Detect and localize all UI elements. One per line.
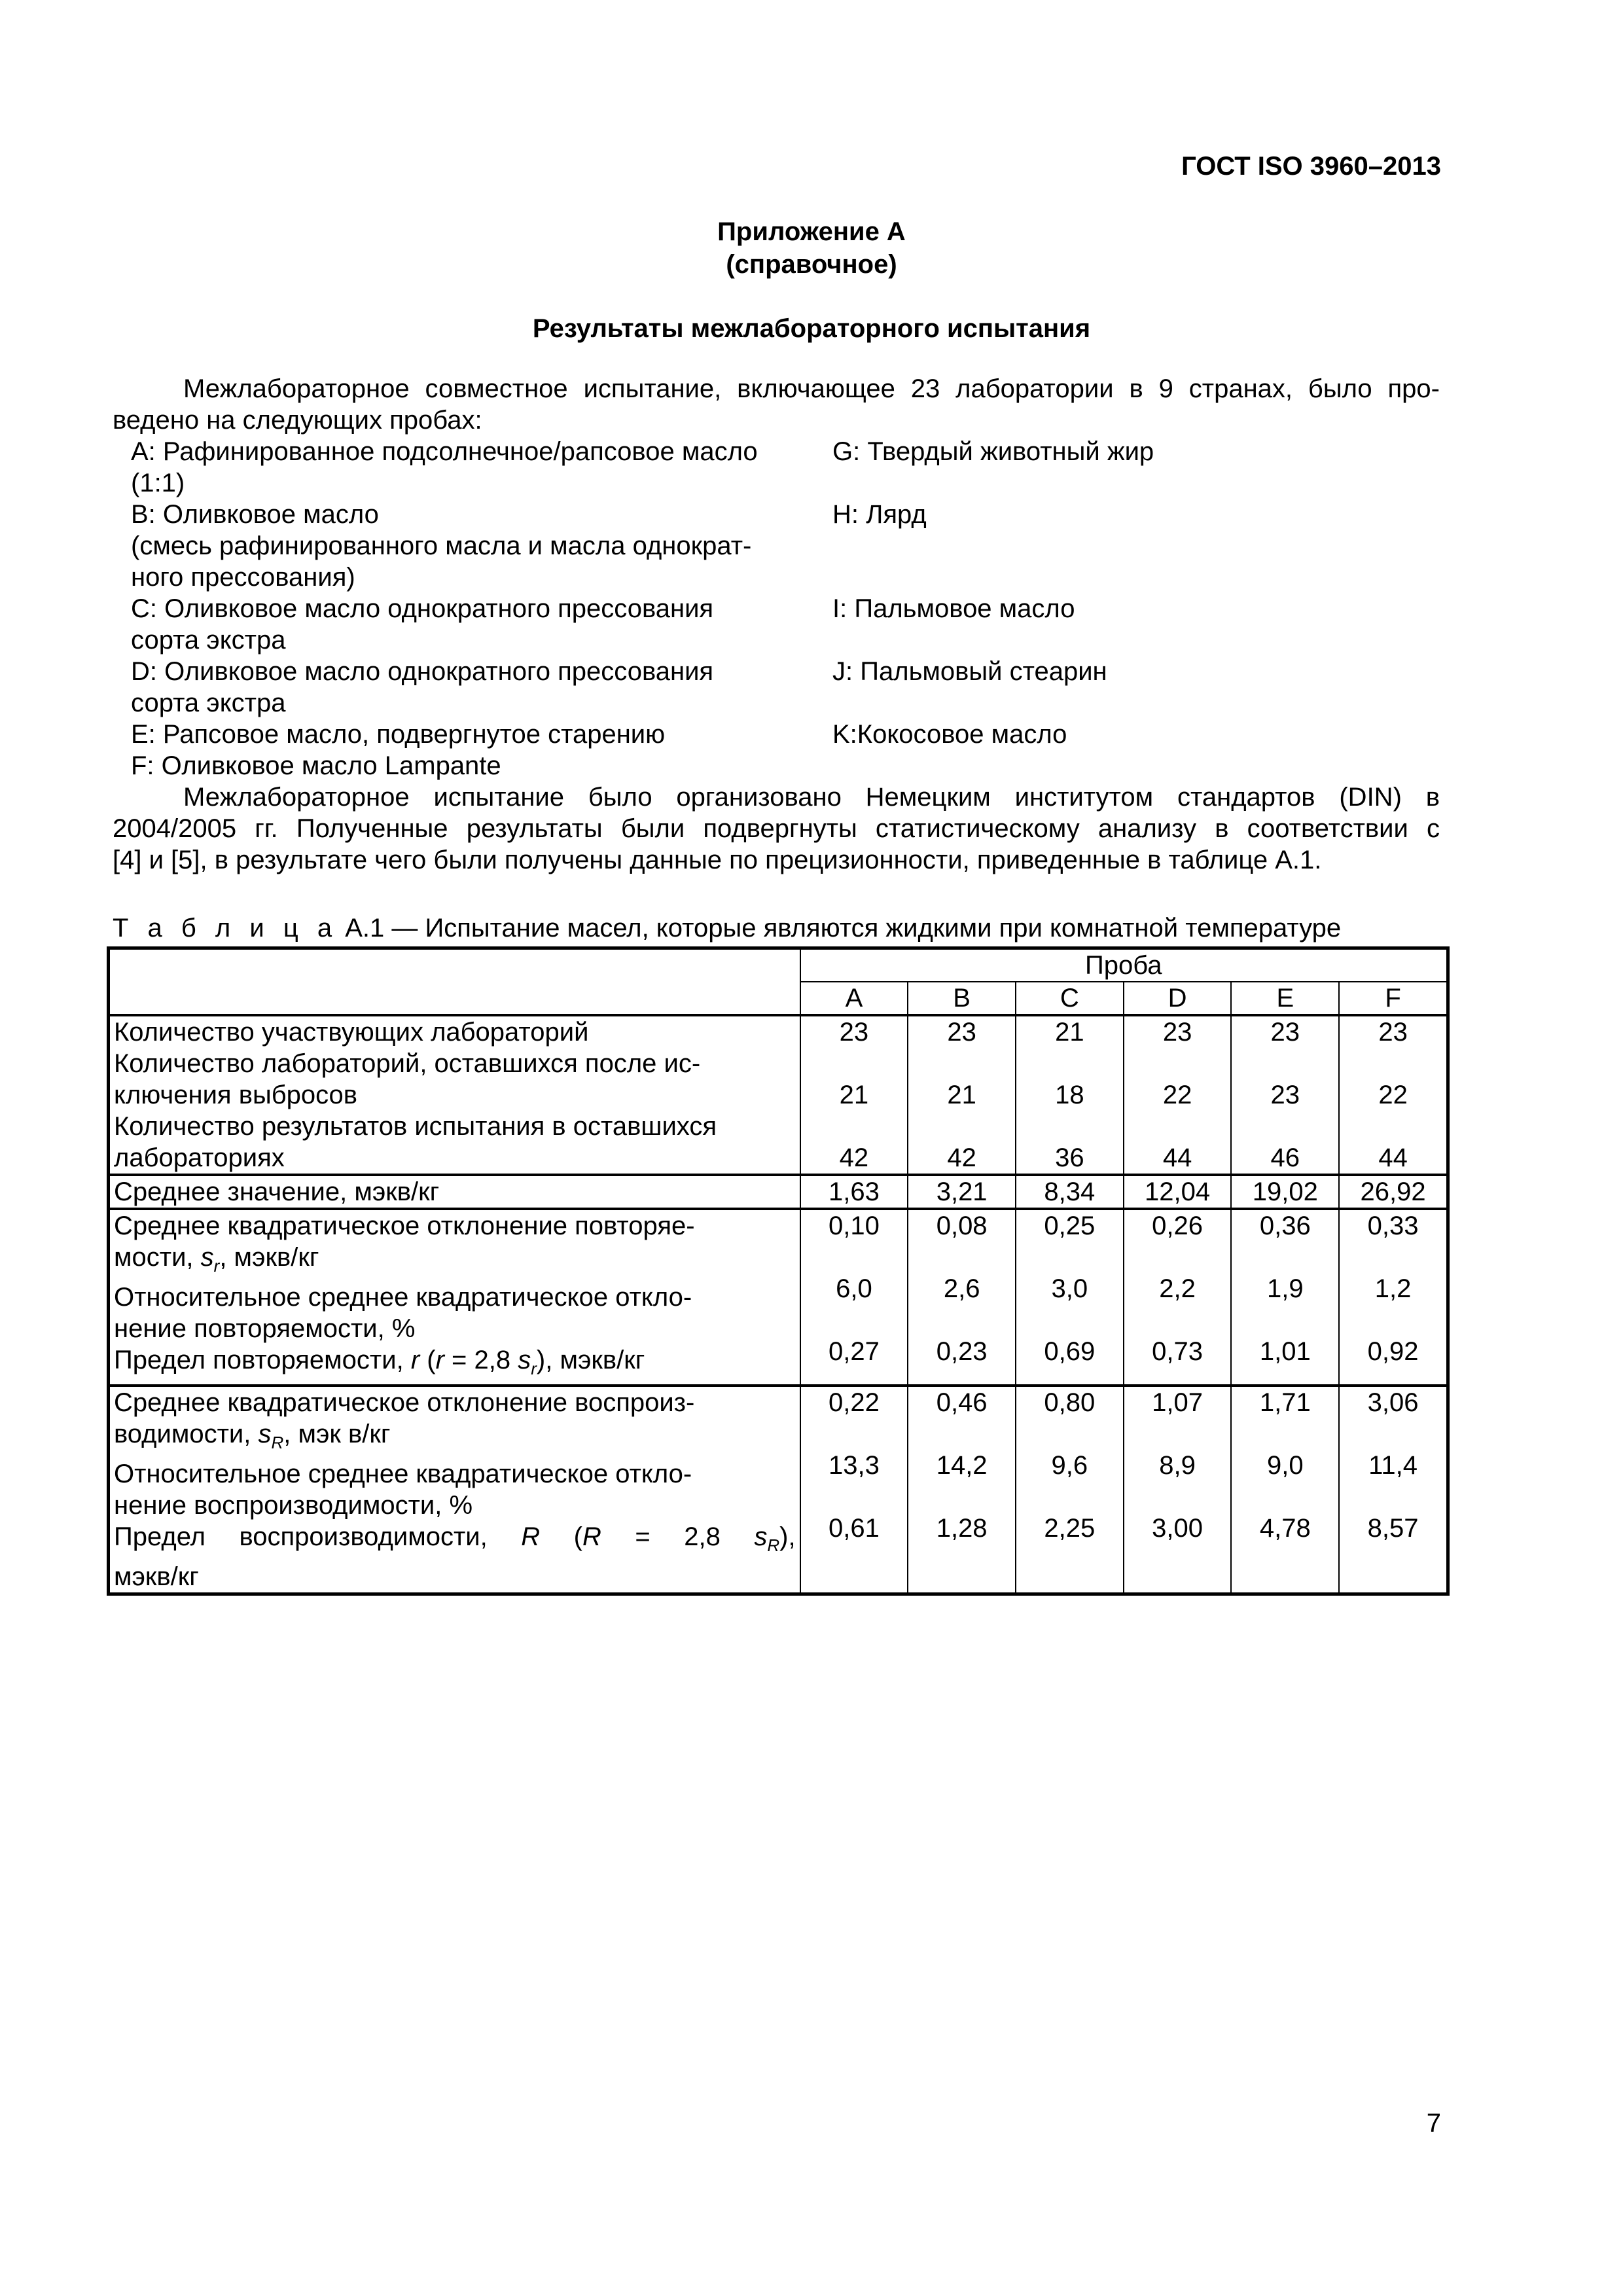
row-label-labs-after-2: ключения выбросов	[114, 1081, 358, 1109]
reproducibility-c	[1016, 1386, 1124, 1594]
row-label-rsd-R-2: нение воспроизводимости, %	[114, 1491, 473, 1520]
cell-value: 23	[1162, 1018, 1192, 1047]
label-text: ),	[779, 1522, 796, 1551]
cell-value: 23	[1378, 1018, 1408, 1047]
cell-value: 23	[947, 1018, 976, 1047]
row-label-rsd-R-1: Относительное среднее квадратическое откло-	[114, 1460, 692, 1488]
cell-value: 42	[839, 1143, 869, 1172]
cell-value: 22	[1378, 1081, 1408, 1109]
cell-value: 46	[1270, 1143, 1300, 1172]
table-caption-text: А.1 — Испытание масел, которые являются жидкими при комнатной температуре	[345, 914, 1342, 942]
appendix-subtitle: (справочное)	[726, 250, 897, 279]
sample-g: G: Твердый животный жир	[832, 437, 1154, 466]
sample-i: I: Пальмовое масло	[832, 594, 1075, 623]
samples-list	[131, 436, 1154, 781]
cell-value: 0,61	[828, 1514, 880, 1543]
lab-counts-e	[1231, 1015, 1339, 1175]
table-row-mean	[109, 1175, 1448, 1209]
mean-a: 1,63	[800, 1175, 908, 1209]
cell-value: 0,23	[936, 1337, 988, 1366]
reproducibility-f	[1339, 1386, 1448, 1594]
repeatability-a	[800, 1209, 908, 1386]
reproducibility-e	[1231, 1386, 1339, 1594]
label-text: = 2,8	[601, 1522, 755, 1551]
cell-value: 0,08	[936, 1211, 988, 1240]
cell-value: 21	[839, 1081, 869, 1109]
sample-a-line-1: A: Рафинированное подсолнечное/рапсовое масло	[131, 437, 758, 466]
page-number: 7	[1426, 2109, 1441, 2138]
cell-value: 8,57	[1367, 1514, 1419, 1543]
label-text: Предел воспроизводимости,	[114, 1522, 522, 1551]
subscript-R: R	[767, 1535, 780, 1555]
cell-value: 0,46	[936, 1388, 988, 1417]
sample-b-line-1: B: Оливковое масло	[131, 500, 379, 529]
sample-row-b-h	[131, 499, 927, 593]
cell-value: 2,2	[1159, 1274, 1196, 1303]
lab-counts-f	[1339, 1015, 1448, 1175]
cell-value: 0,27	[828, 1337, 880, 1366]
lab-counts-a	[800, 1015, 908, 1175]
section-title: Результаты межлабораторного испытания	[532, 314, 1091, 343]
repeatability-f	[1339, 1209, 1448, 1386]
cell-value: 23	[1270, 1018, 1300, 1047]
mean-c: 8,34	[1016, 1175, 1124, 1209]
lab-counts-labels	[109, 1015, 800, 1175]
label-text: , мэкв/кг	[219, 1243, 319, 1272]
cell-value: 1,01	[1259, 1337, 1311, 1366]
subscript-R: R	[271, 1433, 284, 1452]
symbol-s: s	[518, 1346, 531, 1374]
mean-f: 26,92	[1339, 1175, 1448, 1209]
para2-line-1: Межлабораторное испытание было организовано Немецким институтом стандартов (DIN) в	[183, 783, 1440, 812]
row-label-results-1: Количество результатов испытания в оставшихся	[114, 1112, 717, 1141]
column-header-b: B	[908, 982, 1016, 1015]
symbol-s: s	[200, 1243, 214, 1272]
sample-c-line-1: C: Оливковое масло однократного прессования	[131, 594, 714, 623]
sample-row-e-k	[131, 719, 1067, 750]
repeatability-c	[1016, 1209, 1124, 1386]
table-row-repeatability	[109, 1209, 1448, 1386]
cell-value: 3,0	[1051, 1274, 1088, 1303]
cell-value: 11,4	[1368, 1451, 1418, 1480]
row-label-results-2: лабораториях	[114, 1143, 285, 1172]
reproducibility-d	[1124, 1386, 1232, 1594]
sample-row-f	[131, 750, 825, 781]
cell-value: 23	[839, 1018, 869, 1047]
subscript-r: r	[531, 1359, 537, 1378]
sample-f: F: Оливковое масло Lampante	[131, 751, 501, 780]
symbol-R: R	[582, 1522, 601, 1551]
row-label-labs-after-1: Количество лабораторий, оставшихся после ис-	[114, 1049, 701, 1078]
sample-b-line-3: ного прессования)	[131, 563, 355, 592]
standard-designation: ГОСТ ISO 3960–2013	[1181, 152, 1441, 181]
cell-value: 0,36	[1259, 1211, 1311, 1240]
para2-line-3: [4] и [5], в результате чего были получены данные по прецизионности, приведенные в таблице А.1.	[113, 846, 1322, 874]
repeatability-labels	[109, 1209, 800, 1386]
row-label-sR-2	[114, 1418, 796, 1458]
sample-row-d-j	[131, 656, 1107, 719]
column-header-a: A	[800, 982, 908, 1015]
mean-e: 19,02	[1231, 1175, 1339, 1209]
intro-line-2: ведено на следующих пробах:	[113, 406, 482, 435]
sample-row-c-i	[131, 593, 1075, 656]
sample-c-line-2: сорта экстра	[131, 626, 286, 655]
para2-line-2: 2004/2005 гг. Полученные результаты были подвергнуты статистическому анализу в соответствии с	[113, 814, 1440, 843]
sample-row-a-g	[131, 436, 1154, 499]
label-text: ), мэкв/кг	[536, 1346, 645, 1374]
cell-value: 1,71	[1259, 1388, 1311, 1417]
column-header-e: E	[1231, 982, 1339, 1015]
lab-counts-b	[908, 1015, 1016, 1175]
symbol-r: r	[410, 1346, 420, 1374]
cell-value: 13,3	[828, 1451, 880, 1480]
cell-value: 6,0	[836, 1274, 872, 1303]
reproducibility-a	[800, 1386, 908, 1594]
appendix-title: Приложение А	[717, 217, 906, 246]
organization-paragraph	[113, 781, 1440, 876]
label-text: Предел повторяемости,	[114, 1346, 411, 1374]
cell-value: 44	[1162, 1143, 1192, 1172]
row-label-mean: Среднее значение, мэкв/кг	[109, 1175, 800, 1209]
mean-d: 12,04	[1124, 1175, 1232, 1209]
sample-b-line-2: (смесь рафинированного масла и масла однократ-	[131, 531, 752, 560]
reproducibility-b	[908, 1386, 1016, 1594]
row-label-R-limit-2: мэкв/кг	[114, 1562, 199, 1591]
row-label-r-limit	[114, 1344, 796, 1384]
column-header-c: C	[1016, 982, 1124, 1015]
cell-value: 44	[1378, 1143, 1408, 1172]
label-text: = 2,8	[444, 1346, 518, 1374]
sample-h: H: Лярд	[832, 500, 927, 529]
sample-a-line-2: (1:1)	[131, 469, 185, 497]
sample-e: E: Рапсовое масло, подвергнутое старению	[131, 720, 666, 749]
sample-d-line-1: D: Оливковое масло однократного прессования	[131, 657, 714, 686]
cell-value: 0,33	[1367, 1211, 1419, 1240]
cell-value: 0,80	[1044, 1388, 1096, 1417]
table-header-row-1	[109, 948, 1448, 982]
lab-counts-c	[1016, 1015, 1124, 1175]
cell-value: 1,07	[1152, 1388, 1203, 1417]
label-text: водимости,	[114, 1420, 259, 1448]
precision-table	[107, 946, 1450, 1596]
cell-value: 3,00	[1152, 1514, 1203, 1543]
row-label-rsd-r-2: нение повторяемости, %	[114, 1314, 416, 1343]
row-label-sr-2	[114, 1242, 796, 1282]
reproducibility-labels	[109, 1386, 800, 1594]
column-header-d: D	[1124, 982, 1232, 1015]
cell-value: 0,92	[1367, 1337, 1419, 1366]
symbol-R: R	[521, 1522, 541, 1551]
intro-line-1: Межлабораторное совместное испытание, включающее 23 лаборатории в 9 странах, было про-	[183, 374, 1440, 403]
cell-value: 2,25	[1044, 1514, 1096, 1543]
sample-header: Проба	[800, 948, 1448, 982]
row-label-R-limit	[114, 1521, 796, 1561]
cell-value: 8,9	[1159, 1451, 1196, 1480]
cell-value: 9,6	[1051, 1451, 1088, 1480]
repeatability-b	[908, 1209, 1016, 1386]
label-text: (	[419, 1346, 436, 1374]
sample-d-line-2: сорта экстра	[131, 689, 286, 717]
cell-value: 9,0	[1266, 1451, 1304, 1480]
column-header-f: F	[1339, 982, 1448, 1015]
cell-value: 21	[947, 1081, 976, 1109]
repeatability-d	[1124, 1209, 1232, 1386]
row-label-sr-1: Среднее квадратическое отклонение повторяе-	[114, 1211, 695, 1240]
cell-value: 0,22	[828, 1388, 880, 1417]
symbol-r: r	[435, 1346, 444, 1374]
table-row-reproducibility	[109, 1386, 1448, 1594]
repeatability-e	[1231, 1209, 1339, 1386]
subscript-r: r	[213, 1256, 220, 1276]
mean-b: 3,21	[908, 1175, 1016, 1209]
cell-value: 0,73	[1152, 1337, 1203, 1366]
label-text: (	[540, 1522, 582, 1551]
cell-value: 1,2	[1374, 1274, 1412, 1303]
row-label-labs: Количество участвующих лабораторий	[114, 1018, 589, 1047]
cell-value: 18	[1055, 1081, 1084, 1109]
cell-value: 0,25	[1044, 1211, 1096, 1240]
table-caption-prefix: Т а б л и ц а	[113, 914, 338, 942]
cell-value: 0,26	[1152, 1211, 1203, 1240]
sample-j: J: Пальмовый стеарин	[832, 657, 1107, 686]
cell-value: 0,69	[1044, 1337, 1096, 1366]
table-caption	[113, 914, 1341, 943]
lab-counts-d	[1124, 1015, 1232, 1175]
label-text: мости,	[114, 1243, 201, 1272]
row-label-sR-1: Среднее квадратическое отклонение воспроиз-	[114, 1388, 695, 1417]
cell-value: 14,2	[936, 1451, 988, 1480]
symbol-s: s	[258, 1420, 272, 1448]
cell-value: 22	[1162, 1081, 1192, 1109]
symbol-s: s	[754, 1522, 768, 1551]
cell-value: 3,06	[1367, 1388, 1419, 1417]
cell-value: 1,9	[1266, 1274, 1304, 1303]
table-row-lab-counts	[109, 1015, 1448, 1175]
cell-value: 42	[947, 1143, 976, 1172]
row-label-rsd-r-1: Относительное среднее квадратическое откло-	[114, 1283, 692, 1312]
cell-value: 2,6	[943, 1274, 980, 1303]
cell-value: 23	[1270, 1081, 1300, 1109]
cell-value: 4,78	[1259, 1514, 1311, 1543]
cell-value: 0,10	[828, 1211, 880, 1240]
sample-k: K:Кокосовое масло	[832, 720, 1067, 749]
cell-value: 36	[1055, 1143, 1084, 1172]
label-text: , мэк в/кг	[283, 1420, 391, 1448]
intro-paragraph	[113, 373, 1440, 436]
cell-value: 1,28	[936, 1514, 988, 1543]
cell-value: 21	[1055, 1018, 1084, 1047]
header-empty-cell	[109, 948, 800, 1016]
